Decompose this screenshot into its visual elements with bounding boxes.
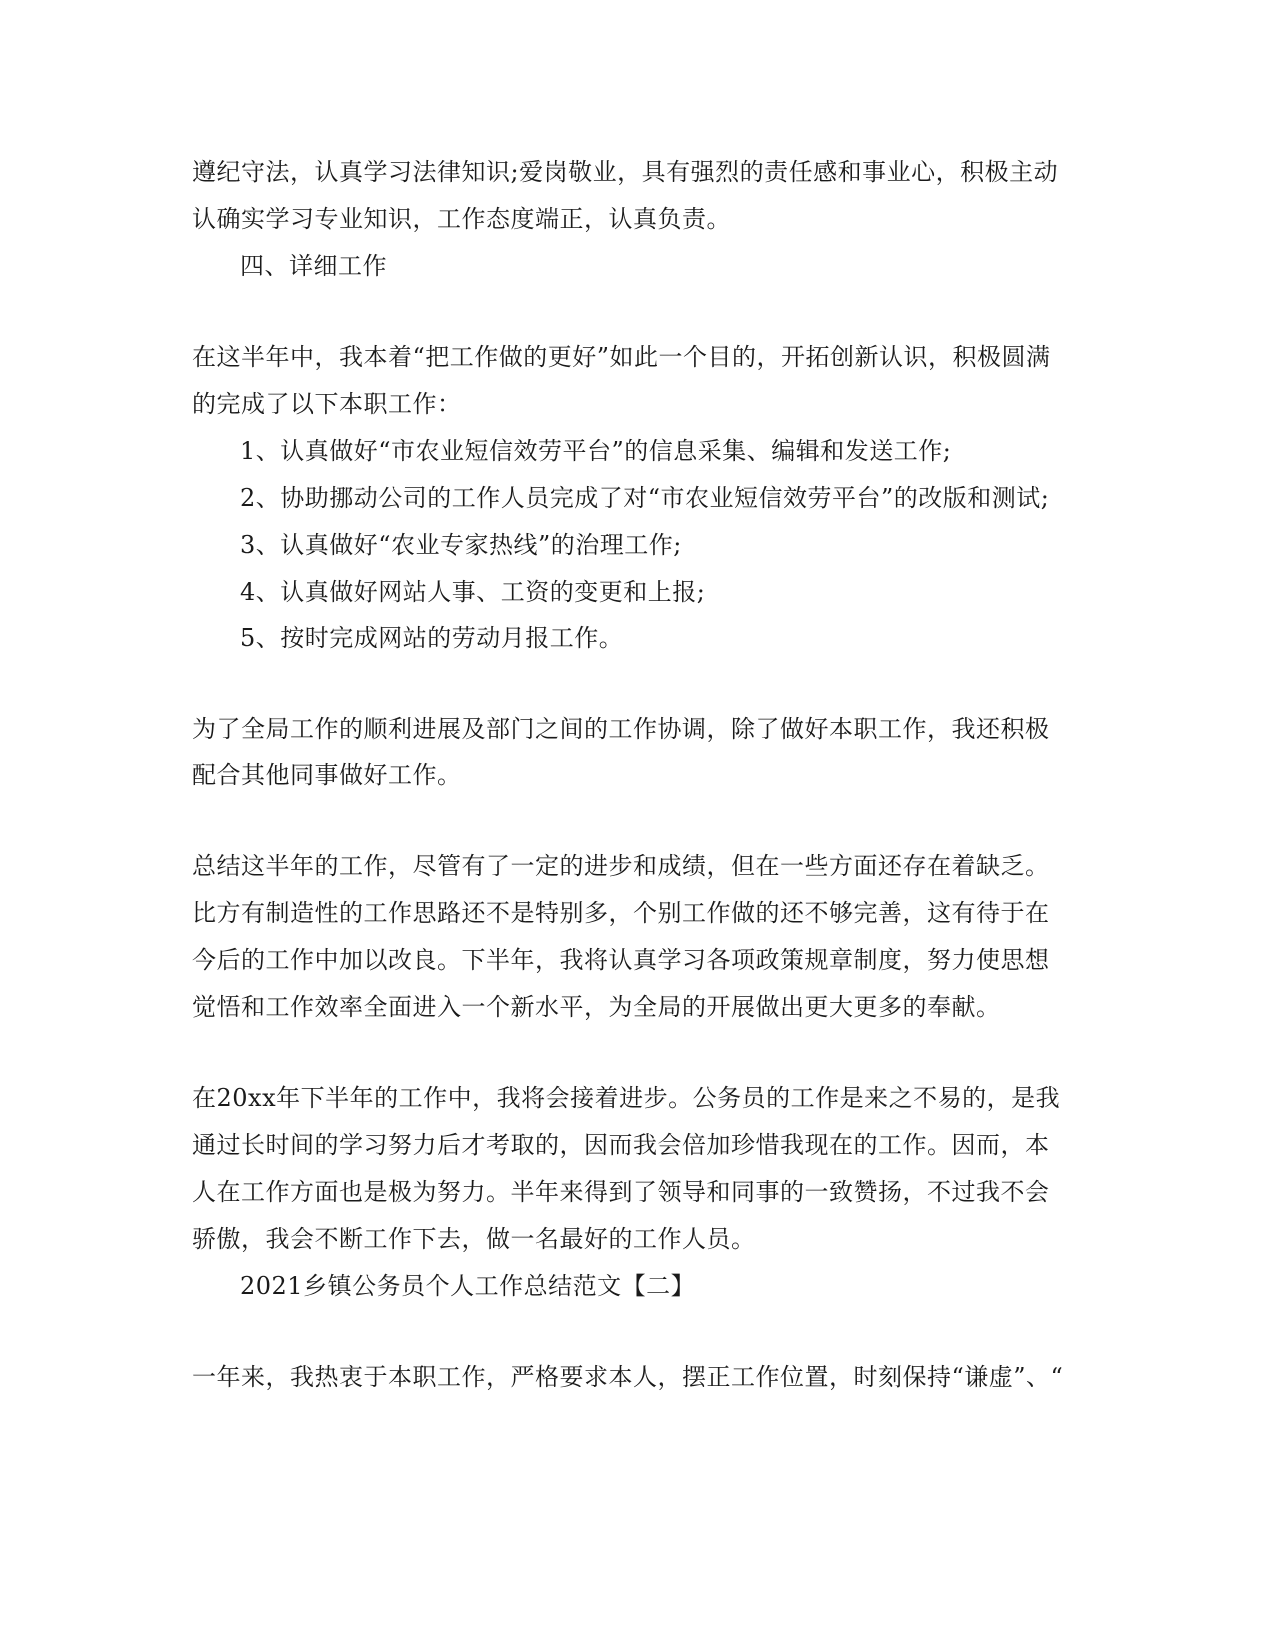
text-line: 的完成了以下本职工作： — [192, 390, 462, 418]
text-line: 骄傲，我会不断工作下去，做一名最好的工作人员。 — [192, 1225, 756, 1253]
list-item: 2、协助挪动公司的工作人员完成了对“市农业短信效劳平台”的改版和测试; — [240, 484, 1050, 512]
text-line: 一年来，我热衷于本职工作，严格要求本人，摆正工作位置，时刻保持“谦虚”、“ — [192, 1363, 1064, 1391]
list-item: 1、认真做好“市农业短信效劳平台”的信息采集、编辑和发送工作; — [240, 437, 952, 465]
text-line: 觉悟和工作效率全面进入一个新水平，为全局的开展做出更大更多的奉献。 — [192, 993, 1001, 1021]
text-line: 总结这半年的工作，尽管有了一定的进步和成绩，但在一些方面还存在着缺乏。 — [192, 852, 1050, 880]
list-item: 5、按时完成网站的劳动月报工作。 — [240, 624, 624, 652]
text-line: 配合其他同事做好工作。 — [192, 761, 462, 789]
list-item: 4、认真做好网站人事、工资的变更和上报; — [240, 578, 706, 606]
section-title: 2021乡镇公务员个人工作总结范文【二】 — [240, 1272, 696, 1300]
text-line: 遵纪守法，认真学习法律知识;爱岗敬业，具有强烈的责任感和事业心，积极主动 — [192, 158, 1059, 186]
list-item: 3、认真做好“农业专家热线”的治理工作; — [240, 531, 682, 559]
text-line: 通过长时间的学习努力后才考取的，因而我会倍加珍惜我现在的工作。因而，本 — [192, 1131, 1050, 1159]
text-line: 在20xx年下半年的工作中，我将会接着进步。公务员的工作是来之不易的，是我 — [192, 1084, 1061, 1112]
text-line: 认确实学习专业知识，工作态度端正，认真负责。 — [192, 205, 731, 233]
text-line: 人在工作方面也是极为努力。半年来得到了领导和同事的一致赞扬，不过我不会 — [192, 1178, 1050, 1206]
text-line: 在这半年中，我本着“把工作做的更好”如此一个目的，开拓创新认识，积极圆满 — [192, 343, 1051, 371]
text-line: 比方有制造性的工作思路还不是特别多，个别工作做的还不够完善，这有待于在 — [192, 899, 1050, 927]
text-line: 今后的工作中加以改良。下半年，我将认真学习各项政策规章制度，努力使思想 — [192, 946, 1050, 974]
section-heading: 四、详细工作 — [240, 252, 387, 280]
text-line: 为了全局工作的顺利进展及部门之间的工作协调，除了做好本职工作，我还积极 — [192, 715, 1050, 743]
